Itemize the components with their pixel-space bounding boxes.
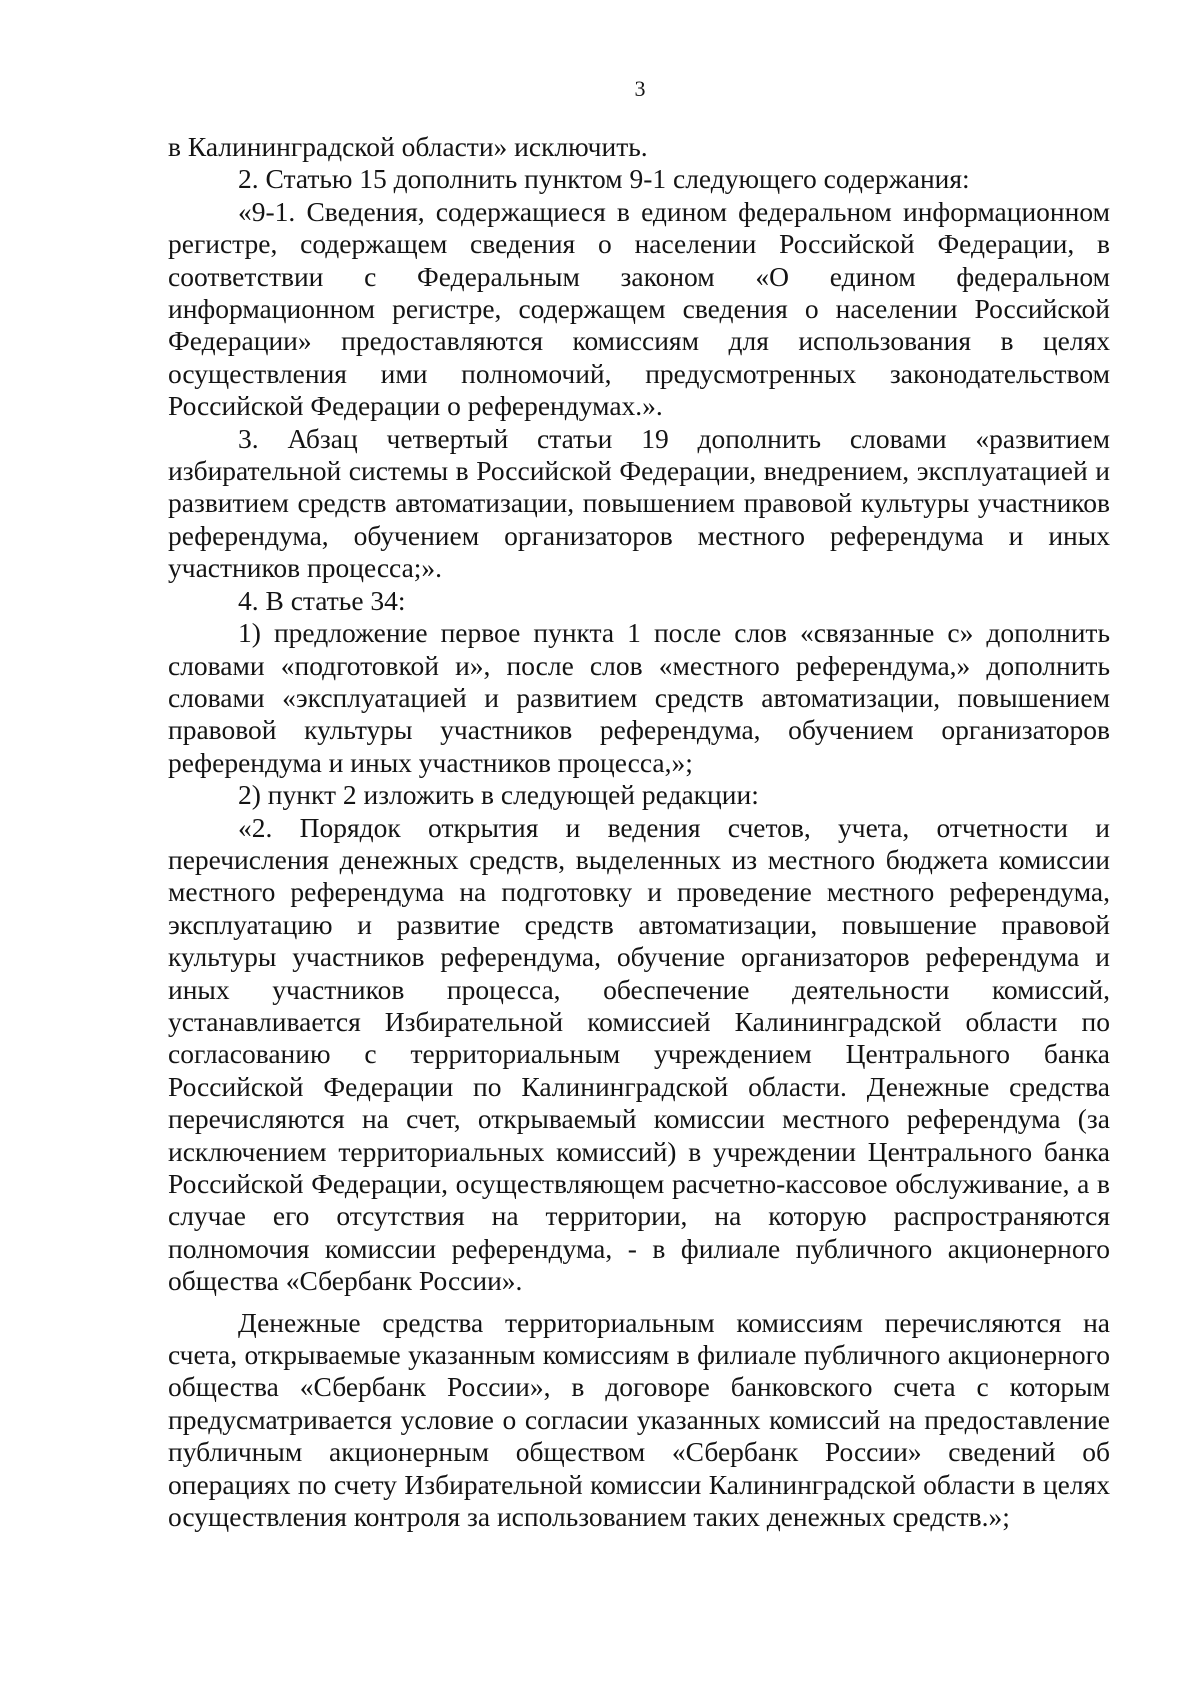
paragraph-quote-9-1: «9-1. Сведения, содержащиеся в едином федеральном информационном регистре, содержащем сведения о населении Российской Федерации, в соответствии с Федеральным законом «О едином федеральном информационном регистре, содержащем сведения о населении Российской Федерации» предоставляются комиссиям для использования в целях осуществления ими полномочий, предусмотренных законодательством Российской Федерации о референдумах.». [168,195,1110,422]
paragraph-quote-2: «2. Порядок открытия и ведения счетов, учета, отчетности и перечисления денежных средств, выделенных из местного бюджета комиссии местного референдума на подготовку и проведение местного референдума, эксплуатацию и развитие средств автоматизации, повышение правовой культуры участников референдума, обучение организаторов референдума и иных участников процесса, обеспечение деятельности комиссий, устанавливается Избирательной комиссией Калининградской области по согласованию с территориальным учреждением Центрального банка Российской Федерации по Калининградской области. Денежные средства перечисляются на счет, открываемый комиссии местного референдума (за исключением территориальных комиссий) в учреждении Центрального банка Российской Федерации, осуществляющем расчетно-кассовое обслуживание, а в случае его отсутствия на территории, на которую распространяются полномочия комиссии референдума, - в филиале публичного акционерного общества «Сбербанк России». [168,811,1110,1297]
page-number: 3 [634,76,646,101]
paragraph-continuation: в Калининградской области» исключить. [168,131,648,162]
paragraph-subitem-2: 2) пункт 2 изложить в следующей редакции: [238,779,759,811]
paragraph-item-3: 3. Абзац четвертый статьи 19 дополнить словами «развитием избирательной системы в Российской Федерации, внедрением, эксплуатацией и развитием средств автоматизации, повышением правовой культуры участников референдума, обучением организаторов местного референдума и иных участников процесса;». [168,422,1110,584]
paragraph-subitem-1: 1) предложение первое пункта 1 после слов «связанные с» дополнить словами «подготовкой и», после слов «местного референдума,» дополнить словами «эксплуатацией и развитием средств автоматизации, повышением правовой культуры участников референдума, обучением организаторов референдума и иных участников процесса,»; [168,617,1110,778]
paragraph-item-2: 2. Статью 15 дополнить пунктом 9-1 следующего содержания: [238,163,970,195]
paragraph-item-4: 4. В статье 34: [238,584,406,616]
document-body [168,131,1110,1533]
paragraph-territorial-commissions: Денежные средства территориальным комиссиям перечисляются на счета, открываемые указанным комиссиям в филиале публичного акционерного общества «Сбербанк России», в договоре банковского счета с которым предусматривается условие о согласии указанных комиссий на предоставление публичным акционерным обществом «Сбербанк России» сведений об операциях по счету Избирательной комиссии Калининградской области в целях осуществления контроля за использованием таких денежных средств.»; [168,1306,1110,1533]
